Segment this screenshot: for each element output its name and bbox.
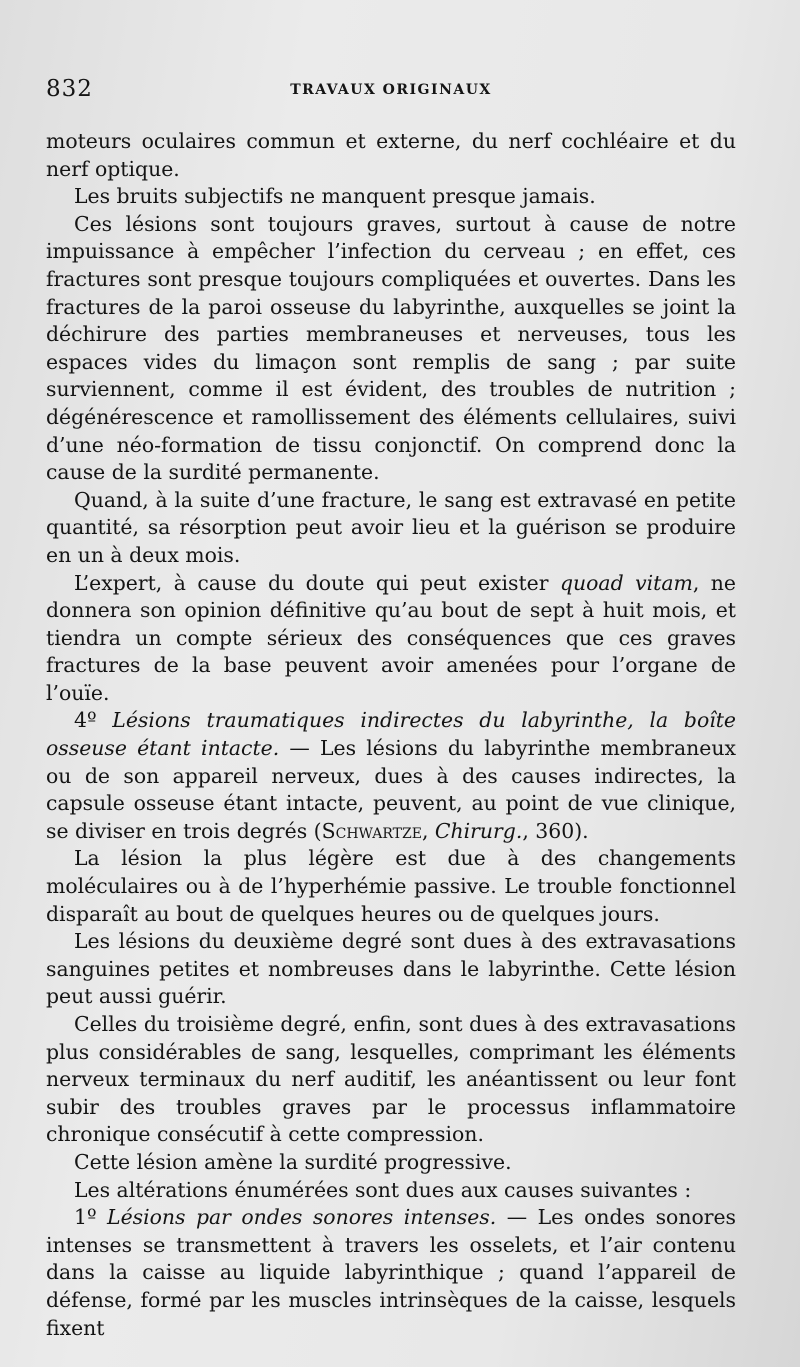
text-segment: , [421,818,435,843]
section-4-indirect-lesions [46,707,736,845]
text-segment: L’expert, à cause du doute qui peut exister [74,570,560,595]
latin-phrase: quoad vitam [559,570,693,595]
text-segment: — Les ondes sonores intenses se transmettent à travers les osselets, et l’air contenu dans la caisse au liquide labyrinthique ; quand l’appareil de défense, formé par les muscles intrinsèques de la caisse, lesquels fixent [46,1205,737,1340]
paragraph-causes-intro: Les altérations énumérées sont dues aux causes suivantes : [74,1177,692,1202]
text-segment: , 360). [522,818,589,843]
paragraph-severity: Ces lésions sont toujours graves, surtout à cause de notre impuissance à empêcher l’infection du cerveau ; en effet, ces fractures sont presque toujours compliquées et ouvertes. Dans les fractures de la paroi osseuse du labyrinthe, auxquelles se joint la déchirure des parties membraneuses et nerveuses, tous les espaces vides du limaçon sont remplis de sang ; par suite surviennent, comme il est évident, des troubles de nutrition ; dégénérescence et ramollissement des éléments cellulaires, suivi d’une néo-formation de tissu conjonctif. On comprend donc la cause de la surdité permanente. [46,211,736,485]
body-text [46,128,736,1342]
section-heading: Lésions traumatiques indirectes du labyrinthe, la boîte osseuse étant intacte. [46,708,736,761]
section-1-sound-waves [46,1204,736,1342]
section-number: 4º [74,708,113,733]
running-title: TRAVAUX ORIGINAUX [290,82,492,98]
paragraph-progressive-deafness: Cette lésion amène la surdité progressive. [74,1149,512,1174]
author-name: Schwartze [321,818,422,843]
paragraph-continuation: moteurs oculaires commun et externe, du nerf cochléaire et du nerf optique. [46,129,736,181]
page-header [46,76,736,106]
paragraph-second-degree: Les lésions du deuxième degré sont dues à des extravasations sanguines petites et nombreuses dans le labyrinthe. Cette lésion peut aussi guérir. [46,929,736,1009]
paragraph-small-extravasation: Quand, à la suite d’une fracture, le sang est extravasé en petite quantité, sa résorption peut avoir lieu et la guérison se produire en un à deux mois. [46,487,736,567]
section-number: 1º [74,1205,108,1230]
paragraph-subjective-noises: Les bruits subjectifs ne manquent presque jamais. [74,184,596,209]
text-segment: — Les lésions du labyrinthe membraneux ou de son appareil nerveux, dues à des causes indirectes, la capsule osseuse étant intacte, peuvent, au point de vue clinique, se diviser en trois degrés ( [46,736,736,843]
text-segment: , ne donnera son opinion définitive qu’au bout de sept à huit mois, et tiendra un compte sérieux des conséquences que ces graves fractures de la base peuvent avoir amenées pour l’organe de l’ouïe. [46,570,736,705]
paragraph-expert-opinion [46,570,736,708]
work-title: Chirurg. [434,818,523,843]
paragraph-first-degree: La lésion la plus légère est due à des changements moléculaires ou à de l’hyperhémie passive. Le trouble fonctionnel disparaît au bout de quelques heures ou de quelques jours. [46,846,736,926]
section-heading: Lésions par ondes sonores intenses. [107,1205,497,1230]
paragraph-third-degree: Celles du troisième degré, enfin, sont dues à des extravasations plus considérables de sang, lesquelles, comprimant les éléments nerveux terminaux du nerf auditif, les anéantissent ou leur font subir des troubles graves par le processus inflammatoire chronique consécutif à cette compression. [46,1012,736,1147]
page-number: 832 [46,76,93,102]
